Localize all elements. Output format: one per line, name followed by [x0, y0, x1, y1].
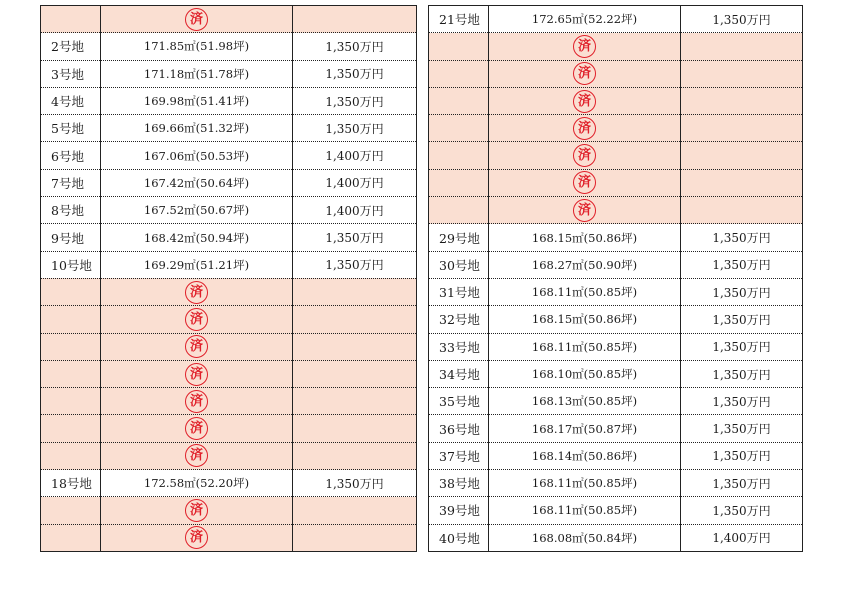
lot-area: 172.65㎡(52.22坪) — [489, 6, 681, 33]
lot-number: 36号地 — [429, 415, 489, 442]
lot-number: 33号地 — [429, 333, 489, 360]
sold-stamp-icon: 済 — [185, 499, 208, 522]
lot-number: 3号地 — [41, 60, 101, 87]
lot-price: 1,350万円 — [681, 278, 803, 305]
lot-number — [41, 333, 101, 360]
lot-price — [293, 415, 417, 442]
lot-row — [429, 333, 803, 360]
sold-stamp-icon: 済 — [185, 444, 208, 467]
lot-number: 7号地 — [41, 169, 101, 196]
lot-price — [681, 33, 803, 60]
lot-area: 168.11㎡(50.85坪) — [489, 497, 681, 524]
lot-area: 168.11㎡(50.85坪) — [489, 333, 681, 360]
sold-stamp-icon: 済 — [185, 281, 208, 304]
lot-row — [41, 142, 417, 169]
lot-row — [429, 224, 803, 251]
lot-number — [429, 33, 489, 60]
sold-stamp-icon: 済 — [573, 35, 596, 58]
sold-cell — [101, 415, 293, 442]
lot-area: 168.42㎡(50.94坪) — [101, 224, 293, 251]
lot-row — [41, 33, 417, 60]
lot-number: 37号地 — [429, 442, 489, 469]
lot-row — [429, 415, 803, 442]
lot-area: 169.29㎡(51.21坪) — [101, 251, 293, 278]
lot-number: 30号地 — [429, 251, 489, 278]
sold-lot-row — [41, 360, 417, 387]
lot-row — [41, 115, 417, 142]
lot-number — [41, 6, 101, 33]
lot-number: 35号地 — [429, 388, 489, 415]
lot-price — [681, 87, 803, 114]
lot-row — [41, 60, 417, 87]
lot-number — [41, 306, 101, 333]
lot-table-right-body — [429, 6, 803, 552]
lot-number: 21号地 — [429, 6, 489, 33]
sold-stamp-icon: 済 — [573, 199, 596, 222]
lot-price: 1,350万円 — [293, 224, 417, 251]
lot-price — [293, 360, 417, 387]
sold-cell — [489, 142, 681, 169]
lot-price: 1,350万円 — [681, 251, 803, 278]
lot-number — [429, 87, 489, 114]
lot-price: 1,350万円 — [681, 306, 803, 333]
lot-price: 1,350万円 — [681, 470, 803, 497]
lot-price: 1,350万円 — [681, 415, 803, 442]
lot-number: 32号地 — [429, 306, 489, 333]
lot-area: 168.13㎡(50.85坪) — [489, 388, 681, 415]
lot-number: 31号地 — [429, 278, 489, 305]
sold-cell — [489, 197, 681, 224]
sold-lot-row — [41, 442, 417, 469]
sold-cell — [101, 333, 293, 360]
sold-lot-row — [41, 278, 417, 305]
lot-number: 8号地 — [41, 197, 101, 224]
sold-lot-row — [41, 306, 417, 333]
lot-row — [41, 169, 417, 196]
sold-lot-row — [41, 415, 417, 442]
lot-row — [429, 524, 803, 551]
lot-row — [41, 197, 417, 224]
lot-price: 1,350万円 — [681, 333, 803, 360]
lot-area: 169.66㎡(51.32坪) — [101, 115, 293, 142]
lot-price — [293, 6, 417, 33]
lot-number: 39号地 — [429, 497, 489, 524]
lot-area: 168.15㎡(50.86坪) — [489, 306, 681, 333]
lot-price: 1,350万円 — [293, 60, 417, 87]
lot-row — [429, 360, 803, 387]
lot-price — [293, 333, 417, 360]
sold-stamp-icon: 済 — [573, 62, 596, 85]
lot-price — [681, 169, 803, 196]
lot-area: 167.42㎡(50.64坪) — [101, 169, 293, 196]
lot-row — [429, 388, 803, 415]
sold-cell — [489, 87, 681, 114]
sold-lot-row — [41, 333, 417, 360]
sold-lot-row — [41, 524, 417, 551]
sold-cell — [101, 442, 293, 469]
lot-price: 1,350万円 — [293, 251, 417, 278]
lot-row — [429, 442, 803, 469]
lot-price: 1,350万円 — [681, 6, 803, 33]
lot-number — [41, 388, 101, 415]
sold-cell — [101, 524, 293, 551]
lot-table-left — [40, 5, 417, 552]
lot-row — [429, 6, 803, 33]
lot-number: 29号地 — [429, 224, 489, 251]
lot-number — [429, 169, 489, 196]
lot-number — [41, 360, 101, 387]
lot-number — [429, 115, 489, 142]
lot-area: 167.52㎡(50.67坪) — [101, 197, 293, 224]
lot-area: 168.10㎡(50.85坪) — [489, 360, 681, 387]
lot-price: 1,400万円 — [712, 531, 771, 546]
lot-price — [293, 497, 417, 524]
lot-number — [429, 60, 489, 87]
sold-stamp-icon: 済 — [185, 8, 208, 31]
sold-stamp-icon: 済 — [185, 417, 208, 440]
sold-cell — [489, 169, 681, 196]
lot-row — [41, 470, 417, 497]
lot-number: 40号地 — [429, 524, 489, 551]
lot-price — [293, 306, 417, 333]
lot-number — [41, 524, 101, 551]
lot-price — [681, 142, 803, 169]
lot-area: 169.98㎡(51.41坪) — [101, 87, 293, 114]
lot-number — [41, 278, 101, 305]
lot-number — [429, 142, 489, 169]
sold-stamp-icon: 済 — [185, 390, 208, 413]
lot-area: 168.17㎡(50.87坪) — [489, 415, 681, 442]
sold-lot-row — [41, 6, 417, 33]
sold-stamp-icon: 済 — [185, 335, 208, 358]
lot-row — [429, 251, 803, 278]
lot-number: 6号地 — [41, 142, 101, 169]
sold-lot-row — [429, 87, 803, 114]
lot-price: 1,350万円 — [681, 497, 803, 524]
lot-price: 1,350万円 — [293, 470, 417, 497]
lot-number: 4号地 — [41, 87, 101, 114]
sold-lot-row — [429, 33, 803, 60]
lot-number: 18号地 — [41, 470, 101, 497]
lot-price — [293, 524, 417, 551]
sold-cell — [101, 360, 293, 387]
lot-number — [429, 197, 489, 224]
sold-lot-row — [429, 197, 803, 224]
lot-row — [429, 497, 803, 524]
sold-stamp-icon: 済 — [185, 308, 208, 331]
lot-area: 168.15㎡(50.86坪) — [489, 224, 681, 251]
sold-lot-row — [41, 497, 417, 524]
sold-stamp-icon: 済 — [573, 171, 596, 194]
lot-area: 172.58㎡(52.20坪) — [101, 470, 293, 497]
lot-area: 168.27㎡(50.90坪) — [489, 251, 681, 278]
lot-price: 1,350万円 — [293, 87, 417, 114]
lot-price: 1,350万円 — [293, 33, 417, 60]
sold-lot-row — [429, 142, 803, 169]
sold-lot-row — [429, 115, 803, 142]
lot-price: 1,350万円 — [681, 224, 803, 251]
lot-area: 168.11㎡(50.85坪) — [489, 278, 681, 305]
lot-row — [41, 251, 417, 278]
lot-number — [41, 442, 101, 469]
lot-area: 168.11㎡(50.85坪) — [489, 470, 681, 497]
sold-cell — [489, 33, 681, 60]
lot-area: 171.85㎡(51.98坪) — [101, 33, 293, 60]
lot-price: 1,400万円 — [293, 197, 417, 224]
lot-price: 1,400万円 — [293, 142, 417, 169]
lot-number — [41, 497, 101, 524]
lot-price: 1,350万円 — [681, 388, 803, 415]
sold-cell — [101, 497, 293, 524]
lot-row — [41, 224, 417, 251]
lot-price: 1,350万円 — [681, 442, 803, 469]
lot-row — [429, 470, 803, 497]
lot-number — [41, 415, 101, 442]
sold-lot-row — [429, 169, 803, 196]
lot-row — [429, 306, 803, 333]
sold-stamp-icon: 済 — [573, 144, 596, 167]
sold-stamp-icon: 済 — [573, 117, 596, 140]
lot-row — [41, 87, 417, 114]
lot-area: 168.08㎡(50.84坪) — [489, 524, 681, 551]
lot-area: 171.18㎡(51.78坪) — [101, 60, 293, 87]
sold-cell — [101, 388, 293, 415]
sold-cell — [101, 306, 293, 333]
lot-row — [429, 278, 803, 305]
lot-table-left-body — [41, 6, 417, 552]
sold-stamp-icon: 済 — [185, 526, 208, 549]
lot-area: 167.06㎡(50.53坪) — [101, 142, 293, 169]
sold-cell — [489, 115, 681, 142]
lot-number: 5号地 — [41, 115, 101, 142]
lot-price: 1,400万円 — [293, 169, 417, 196]
lot-number: 9号地 — [41, 224, 101, 251]
sold-cell — [101, 278, 293, 305]
sold-cell — [489, 60, 681, 87]
lot-table-right — [428, 5, 803, 552]
sold-cell — [101, 6, 293, 33]
lot-number: 10号地 — [41, 251, 101, 278]
sold-stamp-icon: 済 — [185, 363, 208, 386]
sold-lot-row — [429, 60, 803, 87]
lot-price — [293, 278, 417, 305]
lot-number: 34号地 — [429, 360, 489, 387]
lot-price — [293, 442, 417, 469]
lot-area: 168.14㎡(50.86坪) — [489, 442, 681, 469]
lot-price: 1,350万円 — [293, 115, 417, 142]
sold-stamp-icon: 済 — [573, 90, 596, 113]
lot-price — [293, 388, 417, 415]
sold-lot-row — [41, 388, 417, 415]
lot-price — [681, 60, 803, 87]
lot-price — [681, 197, 803, 224]
lot-price — [681, 115, 803, 142]
lot-number: 38号地 — [429, 470, 489, 497]
lot-number: 2号地 — [41, 33, 101, 60]
lot-price: 1,350万円 — [681, 360, 803, 387]
